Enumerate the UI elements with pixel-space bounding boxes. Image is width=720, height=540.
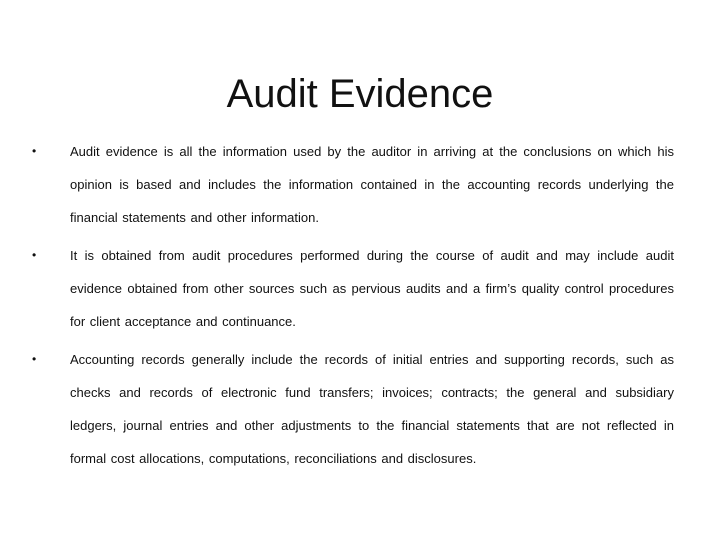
bullet-text: It is obtained from audit procedures performed during the course of audit and may include audit evidence obtained from other sources such as pervious audits and a firm’s quality control procedures for client acceptance and continuance. (70, 248, 674, 329)
bullet-list (32, 135, 674, 480)
bullet-item (32, 135, 674, 234)
bullet-text: Audit evidence is all the information used by the auditor in arriving at the conclusions on which his opinion is based and includes the information contained in the accounting records underlying the financial statements and other information. (70, 144, 674, 225)
bullet-icon: • (32, 352, 37, 366)
bullet-icon: • (32, 144, 37, 158)
slide-title: Audit Evidence (226, 71, 494, 116)
bullet-item (32, 343, 674, 475)
bullet-icon: • (32, 248, 37, 262)
bullet-item (32, 239, 674, 338)
bullet-text: Accounting records generally include the records of initial entries and supporting records, such as checks and records of electronic fund transfers; invoices; contracts; the general and subsidiary ledgers, journal entries and other adjustments to the financial statements that are not reflected in formal cost allocations, computations, reconciliations and disclosures. (70, 352, 674, 466)
